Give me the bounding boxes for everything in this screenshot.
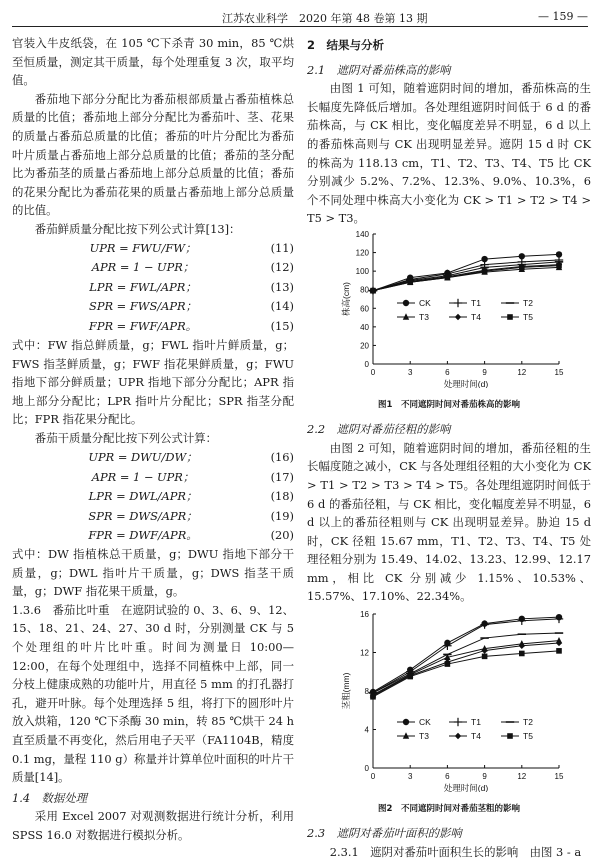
x-tick-label: 12 [517,367,527,377]
data-point [556,648,562,654]
y-tick-label: 60 [360,304,369,314]
legend-marker [403,719,409,725]
paragraph: 2.3.1 遮阴对番茄叶面积生长的影响 由图 3 - a [329,844,582,859]
legend-label: T4 [471,311,481,322]
series-t4 [370,640,562,699]
series-line [373,633,559,693]
data-point [407,279,413,285]
legend-marker [507,314,513,320]
figure-1-caption: 图1 不同遮阴时间对番茄株高的影响 [378,399,520,410]
page-number: — 159 — [538,10,588,23]
equation: APR = 1 − UPR； (17) [91,469,294,484]
paragraph: 采用 Excel 2007 对观测数据进行统计分析，利用 SPSS 16.0 对数据进行模拟分析。 [12,809,294,842]
paragraph: 式中：DW 指植株总干质量，g；DWU 指地下部分干质量，g；DWL 指叶片干质量，g；DWS 指茎干质量，g；DWF 指花果干质量，g。 [12,547,294,599]
legend [397,298,533,322]
x-axis-label: 处理时间(d) [443,378,489,388]
series-line [373,254,559,290]
paragraph: 式中：FW 指总鲜质量，g；FWL 指叶片鲜质量，g；FWS 指茎鲜质量，g；FWF 指花果鲜质量，g；FWU 指地下部分鲜质量；UPR 指地下部分分配比；APR 指地上部分分配比；LPR 指叶片分配比；SPR 指茎分配比；FPR 指花果分配比。 [12,338,294,427]
data-point [445,275,451,281]
data-point [519,265,525,271]
y-tick-label: 4 [364,725,369,735]
equation: FPR = FWF/APR。 (15) [88,318,294,333]
equation: LPR = DWL/APR； (18) [88,489,294,504]
series-line [373,641,559,695]
legend-marker [454,718,462,726]
x-tick-label: 3 [407,367,413,377]
x-tick-label: 15 [554,772,564,782]
data-point [519,651,525,657]
paragraph: 由图 2 可知，随着遮阴时间的增加，番茄径粗的生长幅度随之减小，CK 与各处理组径粗的大小变化为 CK > T1 > T2 > T3 > T4 > T5。各处理组遮阴时间低于 6 d 的番茄径粗，与 CK 相比，变化幅度差异不明显，6 d 以上的番茄径粗则与 CK 出现明显差异。胁迫 15 d 时，CK 径粗 15.67 mm，T1、T2、T3、T4、T5 处理径粗分别为 15.49、14.02、13.23、12.99、12.17 mm，相比 CK 分别减少 1.15%、10.53%、15.57%、17.10%、22.34%。 [307,440,591,604]
stem-diameter-chart [307,606,591,792]
header-rule [12,26,588,27]
equation: SPR = DWS/APR； (19) [88,508,294,523]
legend-label: CK [419,717,431,728]
legend-label: T2 [523,297,533,308]
data-point [482,268,488,274]
section-heading-2-1: 2.1 遮阴对番茄株高的影响 [307,62,451,77]
figure-1 [307,228,591,414]
x-tick-label: 0 [370,772,376,782]
legend-label: T5 [523,311,533,322]
y-tick-label: 100 [355,267,369,277]
x-tick-label: 9 [482,367,487,377]
equation: UPR = FWU/FW； (11) [89,240,294,255]
y-tick-label: 0 [364,764,369,774]
data-point [482,654,488,660]
equation: FPR = DWF/APR。 (20) [88,528,294,543]
y-tick-label: 12 [360,648,369,658]
legend-marker [403,300,409,306]
paragraph: 番茄干质量分配比按下列公式计算： [34,431,218,445]
y-axis-label: 茎粗(mm) [341,672,351,710]
x-axis-label: 处理时间(d) [443,783,489,793]
y-tick-label: 8 [364,687,369,697]
paragraph: 由图 1 可知，随着遮阴时间的增加，番茄株高的生长幅度先降低后增加。各处理组遮阴时间低于 6 d 的番茄株高，与 CK 相比，变化幅度差异不明显，6 d 以上的番茄株高则与 CK 出现明显差异。遮阴 15 d 时 CK 的株高为 118.13 cm，T1、T2、T3、T4、T5 比 CK 分别减少 5.2%、7.2%、12.3%、9.0%、10.3%，6 个不同处理中株高大小变化为 CK > T1 > T2 > T4 > T5 > T3。 [307,81,591,226]
series-line [373,643,559,696]
x-tick-label: 0 [370,367,376,377]
paragraph: 官装入牛皮纸袋，在 105 ℃下杀青 30 min，85 ℃烘至恒质量，测定其干质量，每个处理重复 3 次，取平均值。 [12,36,294,88]
equation: UPR = DWU/DW； (16) [88,450,294,465]
x-tick-label: 9 [482,772,487,782]
y-tick-label: 140 [355,229,369,239]
left-column [12,34,294,845]
y-axis-label: 株高(cm) [341,281,351,316]
section-heading-2: 2 结果与分析 [307,38,385,52]
paragraph: 番茄鲜质量分配比按下列公式计算[13]： [34,221,241,236]
section-heading-2-3: 2.3 遮阴对番茄叶面积的影响 [307,826,462,841]
data-point [407,674,413,680]
series-line [373,267,559,290]
legend-label: T4 [471,731,481,742]
data-point [445,661,451,667]
data-point [370,288,376,294]
section-title: 番茄比叶重 [52,602,110,617]
series-t2 [369,633,563,693]
right-column [307,34,591,861]
x-tick-label: 6 [445,772,450,782]
legend-marker [507,733,513,739]
journal-issue: 江苏农业科学 2020 年第 48 卷第 13 期 [222,12,428,25]
series-t3 [370,264,562,294]
legend-label: T1 [471,297,481,308]
section-heading-1-4: 1.4 数据处理 [12,790,88,805]
equation-block-fresh [12,239,294,337]
data-point [370,694,376,700]
legend-label: T3 [419,311,429,322]
x-tick-label: 12 [517,772,527,782]
legend-label: T1 [471,717,481,728]
y-tick-label: 16 [360,610,369,620]
equation: SPR = FWS/APR； (14) [89,299,294,314]
equation-block-dry [12,448,294,546]
x-tick-label: 3 [407,772,413,782]
x-tick-label: 6 [445,367,450,377]
data-point [480,620,488,628]
x-tick-label: 15 [554,367,564,377]
series-ck [370,251,562,294]
section-heading-2-2: 2.2 遮阴对番茄径粗的影响 [307,422,451,437]
legend [397,717,533,741]
y-tick-label: 0 [364,359,369,369]
equation: APR = 1 − UPR； (12) [91,260,294,275]
section-body: 在遮阴试验的 0、3、6、9、12、15、18、21、24、27、30 d 时，分别测量 CK 与 5 个处理组的叶片比叶重。时间为测量日 10:00—12:00，在每个处理组中，选择不同植株中上部，同一分枝上健康成熟的功能叶片，用直径 5 mm 的打孔器打孔，避开叶脉。每个处理选择 5 组，将打下的圆形叶片放入烘箱，120 ℃下杀酶 30 min，转 85 ℃烘干 24 h 直至质量不再变化，然后用电子天平（FA1104B，精度 0.1 mg，量程 110 g）称量并计算单位叶面积的叶片干质量[14]。 [12,602,294,785]
legend-marker [454,299,462,307]
y-tick-label: 40 [360,322,369,332]
legend-label: T2 [523,717,533,728]
plant-height-chart [307,228,591,388]
legend-marker [455,733,461,739]
y-tick-label: 120 [355,248,369,258]
paragraph: 番茄地下部分分配比为番茄根部质量占番茄植株总质量的比值；番茄地上部分分配比为番茄叶、茎、花果的质量占番茄总质量的比值；番茄的叶片分配比为番茄叶片质量占番茄地上部分总质量的比值；番茄的茎分配比为番茄茎的质量占番茄地上部分总质量的比值；番茄的花果分配比为番茄花果的质量占番茄地上部分总质量的比值。 [12,91,294,218]
y-tick-label: 20 [360,341,369,351]
page-header [12,6,588,28]
series-line [373,651,559,697]
figure-2-caption: 图2 不同遮阴时间对番茄茎粗的影响 [378,803,520,814]
legend-label: T5 [523,731,533,742]
legend-label: CK [419,297,431,308]
series-t5 [370,263,562,294]
y-tick-label: 80 [360,285,369,295]
paragraph-section-1-3-6 [12,601,294,787]
equation: LPR = FWL/APR； (13) [89,279,294,294]
legend-marker [455,314,461,320]
section-number: 1.3.6 [12,602,41,617]
data-point [556,263,562,269]
series-t5 [370,648,562,700]
figure-2 [307,606,591,818]
legend-label: T3 [419,731,429,742]
